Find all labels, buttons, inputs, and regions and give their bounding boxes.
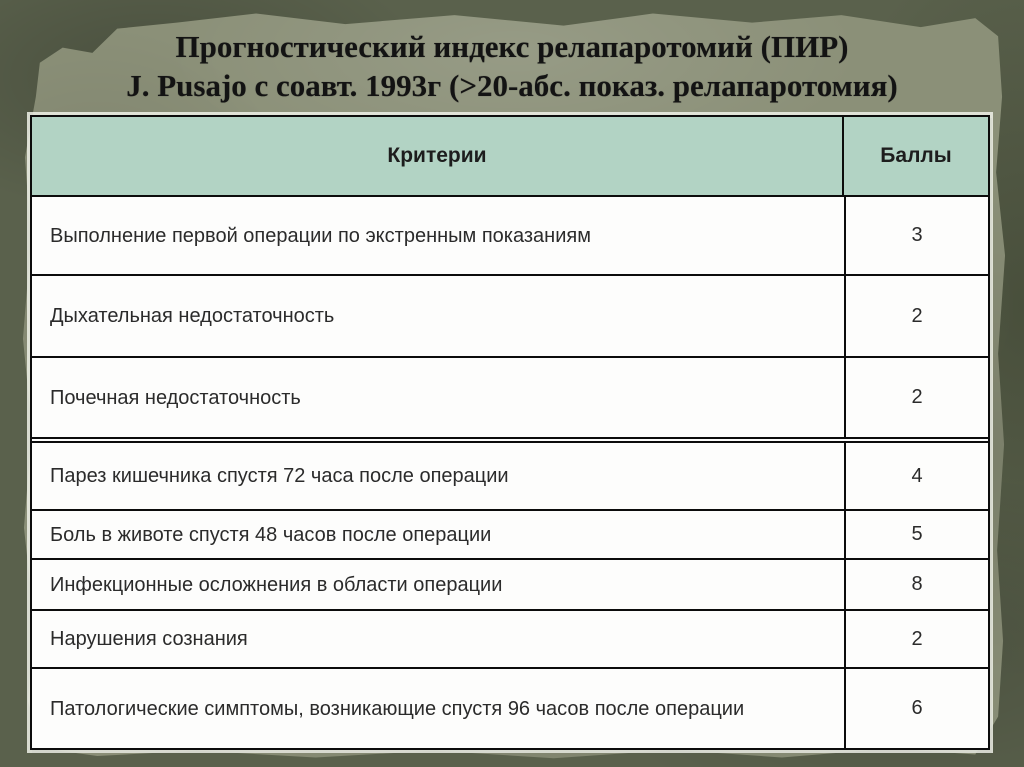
- score-cell: [844, 197, 988, 274]
- criteria-cell: [32, 611, 844, 667]
- criteria-text: Почечная недостаточность: [50, 386, 301, 409]
- criteria-cell: [32, 669, 844, 748]
- score-cell: [844, 560, 988, 609]
- criteria-text: Дыхательная недостаточность: [50, 305, 335, 327]
- criteria-cell: [32, 443, 844, 509]
- score-cell: [844, 511, 988, 558]
- criteria-text: Инфекционные осложнения в области операции: [50, 573, 503, 596]
- slide-title-line-2: J. Pusajo с соавт. 1993г (>20-абс. показ. релапаротомия): [126, 68, 898, 103]
- score-value: 6: [911, 697, 923, 719]
- criteria-cell: [32, 560, 844, 609]
- criteria-cell: [32, 276, 844, 356]
- criteria-text: Боль в животе спустя 48 часов после операции: [50, 523, 492, 546]
- score-cell: [844, 443, 988, 509]
- score-value: 8: [911, 573, 923, 595]
- criteria-text: Парез кишечника спустя 72 часа после операции: [50, 465, 509, 487]
- column-header-criteria: Критерии: [387, 144, 487, 167]
- criteria-text: Нарушения сознания: [50, 628, 248, 650]
- table-row: [32, 197, 988, 274]
- criteria-cell: [32, 358, 844, 437]
- score-value: 3: [911, 224, 923, 246]
- slide-title-line-1: Прогностический индекс релапаротомий (ПИР): [175, 29, 849, 64]
- column-header-score: Баллы: [842, 117, 988, 195]
- table-row: [32, 509, 988, 558]
- table-row: [32, 609, 988, 667]
- score-value: 5: [911, 523, 923, 545]
- score-value: 2: [911, 386, 923, 408]
- criteria-text: Выполнение первой операции по экстренным показаниям: [50, 224, 591, 247]
- score-value: 2: [911, 304, 923, 327]
- table-row: [32, 274, 988, 356]
- score-cell: [844, 358, 988, 437]
- score-value: 4: [911, 464, 923, 487]
- criteria-cell: [32, 197, 844, 274]
- table-row: [32, 356, 988, 437]
- score-cell: [844, 611, 988, 667]
- slide-title: [0, 27, 1024, 105]
- criteria-cell: [32, 511, 844, 558]
- table-row: [32, 437, 988, 509]
- relaparotomy-index-table: [30, 115, 990, 750]
- score-cell: [844, 669, 988, 748]
- table-header-row: [32, 117, 988, 197]
- table-body: [32, 197, 988, 748]
- score-cell: [844, 276, 988, 356]
- table-row: [32, 667, 988, 748]
- criteria-text: Патологические симптомы, возникающие спустя 96 часов после операции: [50, 697, 745, 720]
- table-row: [32, 558, 988, 609]
- score-value: 2: [911, 627, 923, 650]
